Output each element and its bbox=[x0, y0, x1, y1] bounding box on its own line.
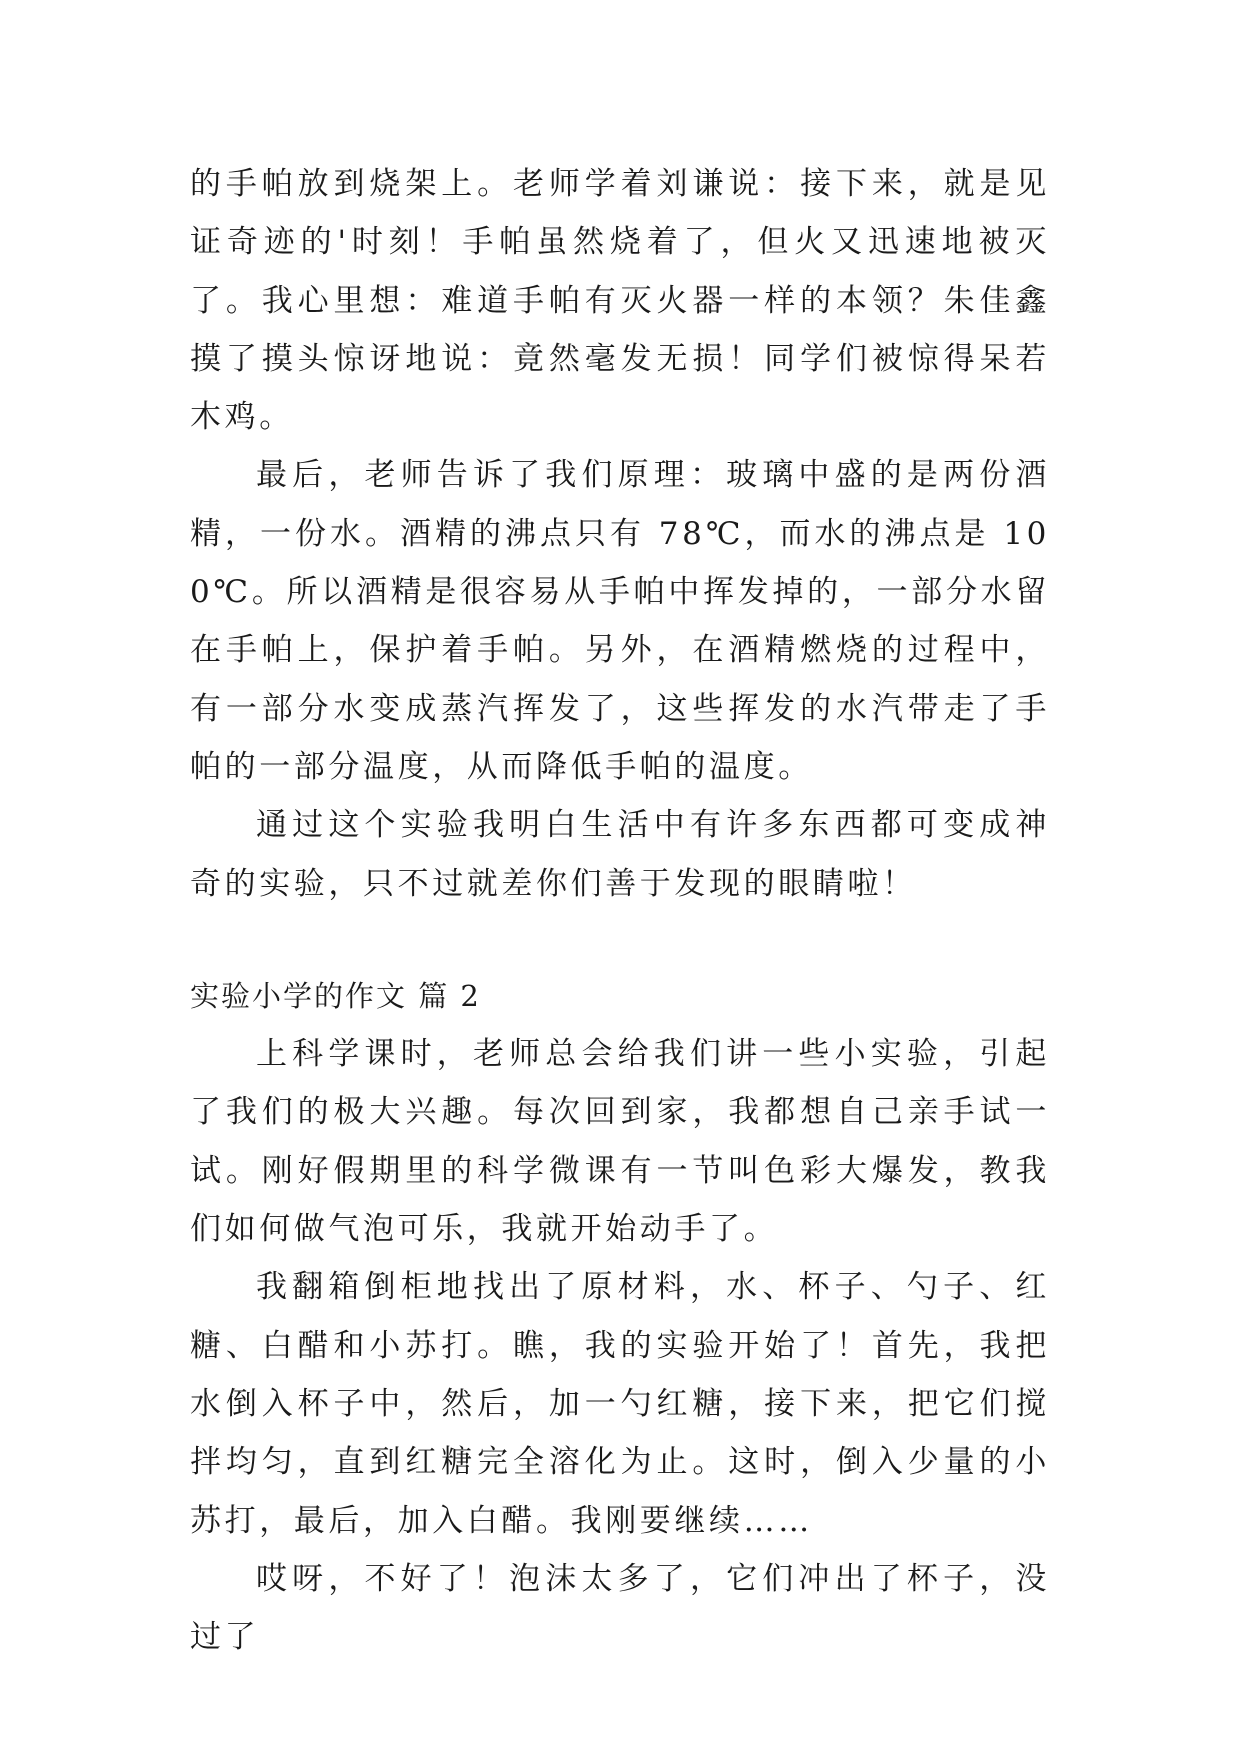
paragraph-2: 最后，老师告诉了我们原理：玻璃中盛的是两份酒精，一份水。酒精的沸点只有 78℃，而水的沸点是 100℃。所以酒精是很容易从手帕中挥发掉的，一部分水留在手帕上，保护着手帕。另外，在酒精燃烧的过程中，有一部分水变成蒸汽挥发了，这些挥发的水汽带走了手帕的一部分温度，从而降低手帕的温度。 bbox=[190, 457, 1050, 785]
paragraph-1: 的手帕放到烧架上。老师学着刘谦说：接下来，就是见证奇迹的'时刻！手帕虽然烧着了，但火又迅速地被灭了。我心里想：难道手帕有灭火器一样的本领？朱佳鑫摸了摸头惊讶地说：竟然毫发无损！同学们被惊得呆若木鸡。 bbox=[190, 166, 1050, 436]
paragraph-4: 上科学课时，老师总会给我们讲一些小实验，引起了我们的极大兴趣。每次回到家，我都想自己亲手试一试。刚好假期里的科学微课有一节叫色彩大爆发，教我们如何做气泡可乐，我就开始动手了。 bbox=[190, 1036, 1050, 1248]
paragraph-3: 通过这个实验我明白生活中有许多东西都可变成神奇的实验，只不过就差你们善于发现的眼睛啦！ bbox=[190, 807, 1050, 902]
document-page bbox=[190, 155, 1050, 1666]
section-heading: 实验小学的作文 篇 2 bbox=[190, 978, 481, 1013]
paragraph-5: 我翻箱倒柜地找出了原材料，水、杯子、勺子、红糖、白醋和小苏打。瞧，我的实验开始了！首先，我把水倒入杯子中，然后，加一勺红糖，接下来，把它们搅拌均匀，直到红糖完全溶化为止。这时，倒入少量的小苏打，最后，加入白醋。我刚要继续…… bbox=[190, 1269, 1050, 1539]
paragraph-6: 哎呀，不好了！泡沫太多了，它们冲出了杯子，没过了 bbox=[190, 1560, 1050, 1656]
